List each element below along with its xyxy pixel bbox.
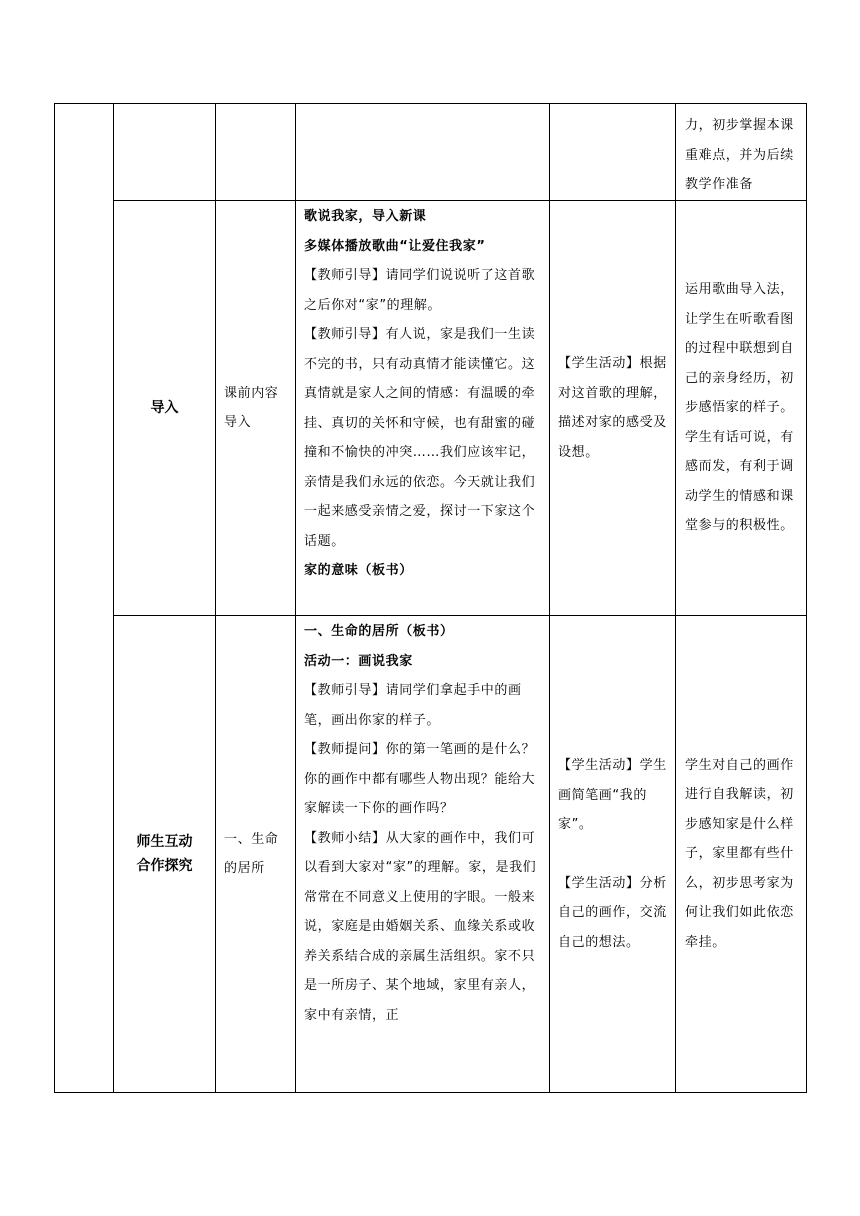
design-purpose-text: 学生对自己的画作进行自我解读，初步感知家是什么样子，家里都有些什么，初步思考家为何让我们如此依恋牵挂。	[685, 757, 794, 950]
design-purpose-cell	[676, 201, 807, 616]
teacher-activity-cell	[296, 104, 550, 201]
teacher-activity-cell	[296, 201, 550, 616]
student-paragraph: 【学生活动】分析自己的画作，交流自己的想法。	[558, 875, 667, 950]
subsection-cell	[216, 104, 296, 201]
student-paragraph: 【学生活动】学生画简笔画“我的家”。	[558, 758, 667, 832]
subsection-cell: 一、生命的居所	[216, 616, 296, 1093]
subsection-cell: 课前内容导入	[216, 201, 296, 616]
teacher-paragraph: 【教师引导】请同学们拿起手中的画笔，画出你家的样子。	[304, 683, 522, 728]
design-purpose-cell	[676, 616, 807, 1093]
student-activity-cell	[550, 201, 676, 616]
design-purpose-text: 运用歌曲导入法，让学生在听歌看图的过程中联想到自己的亲身经历，初步感悟家的样子。学生有话可说，有感而发，有利于调动学生的情感和课堂参与的积极性。	[685, 282, 794, 534]
phase-cell	[114, 104, 216, 201]
teacher-paragraph: 【教师引导】请同学们说说听了这首歌之后你对“家”的理解。	[304, 268, 536, 313]
teacher-paragraph: 【教师提问】你的第一笔画的是什么？你的画作中都有哪些人物出现？能给大家解读一下你的画作吗？	[304, 742, 536, 816]
student-activity-cell	[550, 104, 676, 201]
design-purpose-cell	[676, 104, 807, 201]
phase-cell: 师生互动合作探究	[114, 616, 216, 1093]
teacher-heading: 活动一：画说我家	[304, 653, 413, 669]
table-row	[55, 616, 807, 1093]
student-paragraph: 【学生活动】根据对这首歌的理解，描述对家的感受及设想。	[558, 356, 667, 460]
table-row	[55, 201, 807, 616]
teacher-heading: 家的意味（板书）	[304, 563, 413, 578]
teacher-paragraph: 【教师引导】有人说，家是我们一生读不完的书，只有动真情才能读懂它。这真情就是家人之间的情感：有温暖的牵挂、真切的关怀和守候，也有甜蜜的碰撞和不愉快的冲突……我们应该牢记，亲情是我们永远的依恋。今天就让我们一起来感受亲情之爱，探讨一下家这个话题。	[304, 327, 536, 549]
student-activity-cell	[550, 616, 676, 1093]
teacher-paragraph: 【教师小结】从大家的画作中，我们可以看到大家对“家”的理解。家，是我们常常在不同意义上使用的字眼。一般来说，家庭是由婚姻关系、血缘关系或收养关系结合成的亲属生活组织。家不只是一所房子、某个地域，家里有亲人，家中有亲情，正	[304, 830, 537, 1023]
teacher-heading: 一、生命的居所（板书）	[304, 624, 454, 639]
teacher-heading: 歌说我家，导入新课	[304, 209, 427, 224]
table-row	[55, 104, 807, 201]
phase-cell: 导入	[114, 201, 216, 616]
teacher-activity-cell	[296, 616, 550, 1093]
design-purpose-text: 力，初步掌握本课重难点，并为后续教学作准备	[685, 118, 794, 192]
teacher-heading: 多媒体播放歌曲“让爱住我家”	[304, 238, 486, 254]
outer-stage-cell	[55, 104, 114, 1093]
lesson-plan-table	[54, 103, 807, 1093]
